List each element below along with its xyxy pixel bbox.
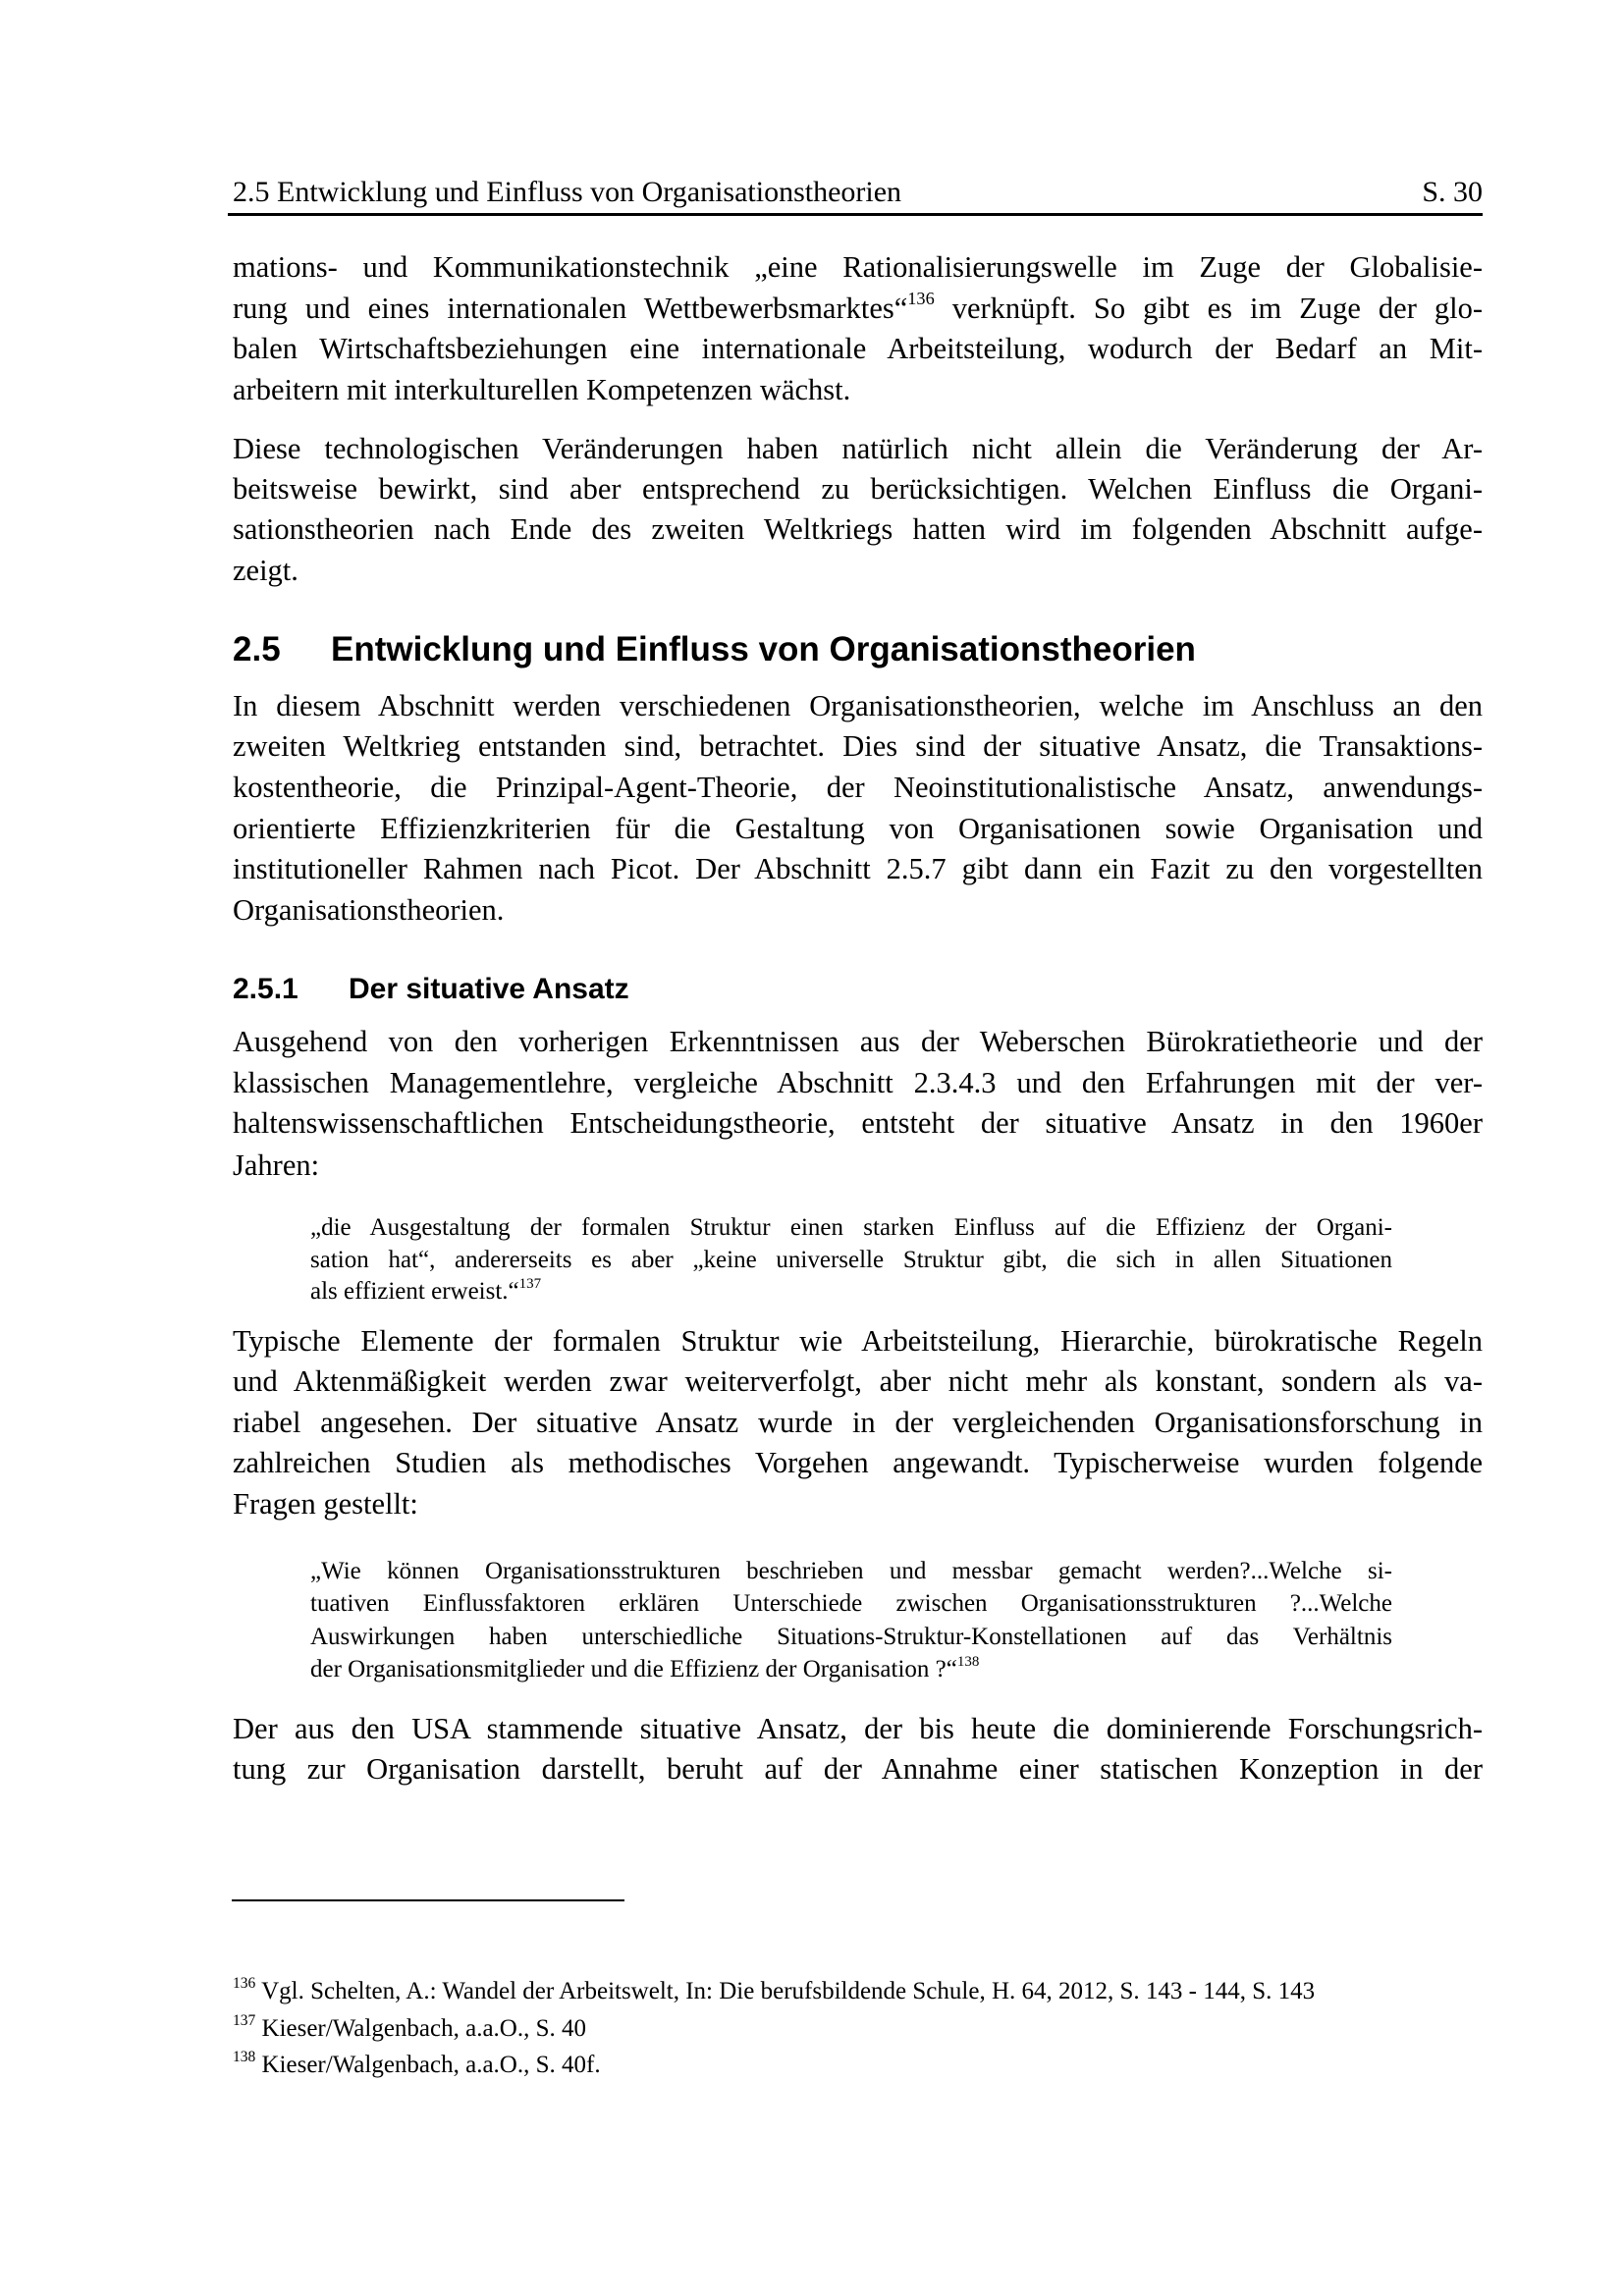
running-header: [233, 175, 1483, 210]
text-line: beitsweise bewirkt, sind aber entsprechend zu berücksichtigen. Welchen Einfluss die Organi-: [233, 472, 1483, 506]
footnote-separator: [232, 1899, 624, 1901]
quote-line: [310, 1277, 1392, 1307]
footnote-ref-138[interactable]: 138: [956, 1653, 980, 1670]
text-line: balen Wirtschaftsbeziehungen eine internationale Arbeitsteilung, wodurch der Bedarf an Mit-: [233, 332, 1483, 365]
footnote-number: 137: [233, 2012, 256, 2030]
footnote-text: Kieser/Walgenbach, a.a.O., S. 40f.: [261, 2052, 601, 2078]
subsection-title: Der situative Ansatz: [349, 973, 629, 1005]
quote-line: Auswirkungen haben unterschiedliche Situations-Struktur-Konstellationen auf das Verhältnis: [310, 1624, 1392, 1650]
text-line: [233, 291, 1483, 326]
text-line: klassischen Managementlehre, vergleiche Abschnitt 2.3.4.3 und den Erfahrungen mit der ver-: [233, 1066, 1483, 1099]
header-rule: [228, 213, 1483, 216]
footnote-text: Kieser/Walgenbach, a.a.O., S. 40: [261, 2015, 587, 2042]
text-line: Typische Elemente der formalen Struktur wie Arbeitsteilung, Hierarchie, bürokratische Regeln: [233, 1324, 1483, 1358]
footnote-ref-136[interactable]: 136: [907, 289, 935, 309]
text-line: und Aktenmäßigkeit werden zwar weiterverfolgt, aber nicht mehr als konstant, sondern als va-: [233, 1364, 1483, 1398]
quote-line: [310, 1655, 1392, 1684]
text-line: zeigt.: [233, 554, 298, 587]
text-line: Jahren:: [233, 1148, 320, 1182]
footnote-137: [233, 2014, 586, 2044]
text-line: tung zur Organisation darstellt, beruht auf der Annahme einer statischen Konzeption in der: [233, 1752, 1483, 1786]
text-line: mations- und Kommunikationstechnik „eine Rationalisierungswelle im Zuge der Globalisie-: [233, 250, 1483, 284]
footnote-136: [233, 1977, 1315, 2006]
text-line: riabel angesehen. Der situative Ansatz wurde in der vergleichenden Organisationsforschung in: [233, 1406, 1483, 1439]
text-line: haltenswissenschaftlichen Entscheidungstheorie, entsteht der situative Ansatz in den 1960er: [233, 1106, 1483, 1140]
text-line: Der aus den USA stammende situative Ansatz, der bis heute die dominierende Forschungsrich-: [233, 1712, 1483, 1745]
quote-line: „Wie können Organisationsstrukturen beschrieben und messbar gemacht werden?...Welche si-: [310, 1558, 1392, 1584]
footnote-ref-137[interactable]: 137: [518, 1275, 542, 1292]
quote-line: „die Ausgestaltung der formalen Struktur einen starken Einfluss auf die Effizienz der Organi-: [310, 1214, 1392, 1241]
footnote-138: [233, 2051, 601, 2080]
text-line: In diesem Abschnitt werden verschiedenen Organisationstheorien, welche im Anschluss an den: [233, 689, 1483, 722]
text-line: arbeitern mit interkulturellen Kompetenzen wächst.: [233, 373, 851, 406]
text-line: zahlreichen Studien als methodisches Vorgehen angewandt. Typischerweise wurden folgende: [233, 1446, 1483, 1479]
section-number: 2.5: [233, 630, 281, 668]
text-line: institutioneller Rahmen nach Picot. Der Abschnitt 2.5.7 gibt dann ein Fazit zu den vorgestellten: [233, 852, 1483, 885]
text-segment: rung und eines internationalen Wettbewerbsmarktes“: [233, 292, 908, 325]
subsection-number: 2.5.1: [233, 973, 298, 1005]
text-line: sationstheorien nach Ende des zweiten Weltkriegs hatten wird im folgenden Abschnitt aufge-: [233, 512, 1483, 546]
text-line: Organisationstheorien.: [233, 893, 505, 927]
text-segment: verknüpft. So gibt es im Zuge der glo-: [951, 292, 1483, 325]
text-segment: der Organisationsmitglieder und die Effizienz der Organisation ?“: [310, 1656, 957, 1682]
page-number: S. 30: [1422, 176, 1483, 208]
text-line: Ausgehend von den vorherigen Erkenntnissen aus der Weberschen Bürokratietheorie und der: [233, 1025, 1483, 1058]
footnote-number: 138: [233, 2049, 256, 2066]
quote-line: tuativen Einflussfaktoren erklären Unterschiede zwischen Organisationsstrukturen ?...Welche: [310, 1590, 1392, 1617]
running-header-title: 2.5 Entwicklung und Einfluss von Organisationstheorien: [233, 176, 902, 208]
text-line: Fragen gestellt:: [233, 1487, 418, 1521]
text-segment: als effizient erweist.“: [310, 1278, 519, 1305]
text-line: kostentheorie, die Prinzipal-Agent-Theorie, der Neoinstitutionalistische Ansatz, anwendungs-: [233, 771, 1483, 804]
text-line: Diese technologischen Veränderungen haben natürlich nicht allein die Veränderung der Ar-: [233, 432, 1483, 465]
footnote-text: Vgl. Schelten, A.: Wandel der Arbeitswelt, In: Die berufsbildende Schule, H. 64, 2012, S. 143 - 144, S. 143: [261, 1978, 1316, 2004]
text-line: orientierte Effizienzkriterien für die Gestaltung von Organisationen sowie Organisation und: [233, 812, 1483, 845]
footnote-number: 136: [233, 1975, 256, 1993]
section-title: Entwicklung und Einfluss von Organisationstheorien: [331, 630, 1196, 668]
text-line: zweiten Weltkrieg entstanden sind, betrachtet. Dies sind der situative Ansatz, die Transaktions-: [233, 729, 1483, 763]
quote-line: sation hat“, andererseits es aber „keine universelle Struktur gibt, die sich in allen Situationen: [310, 1247, 1392, 1273]
